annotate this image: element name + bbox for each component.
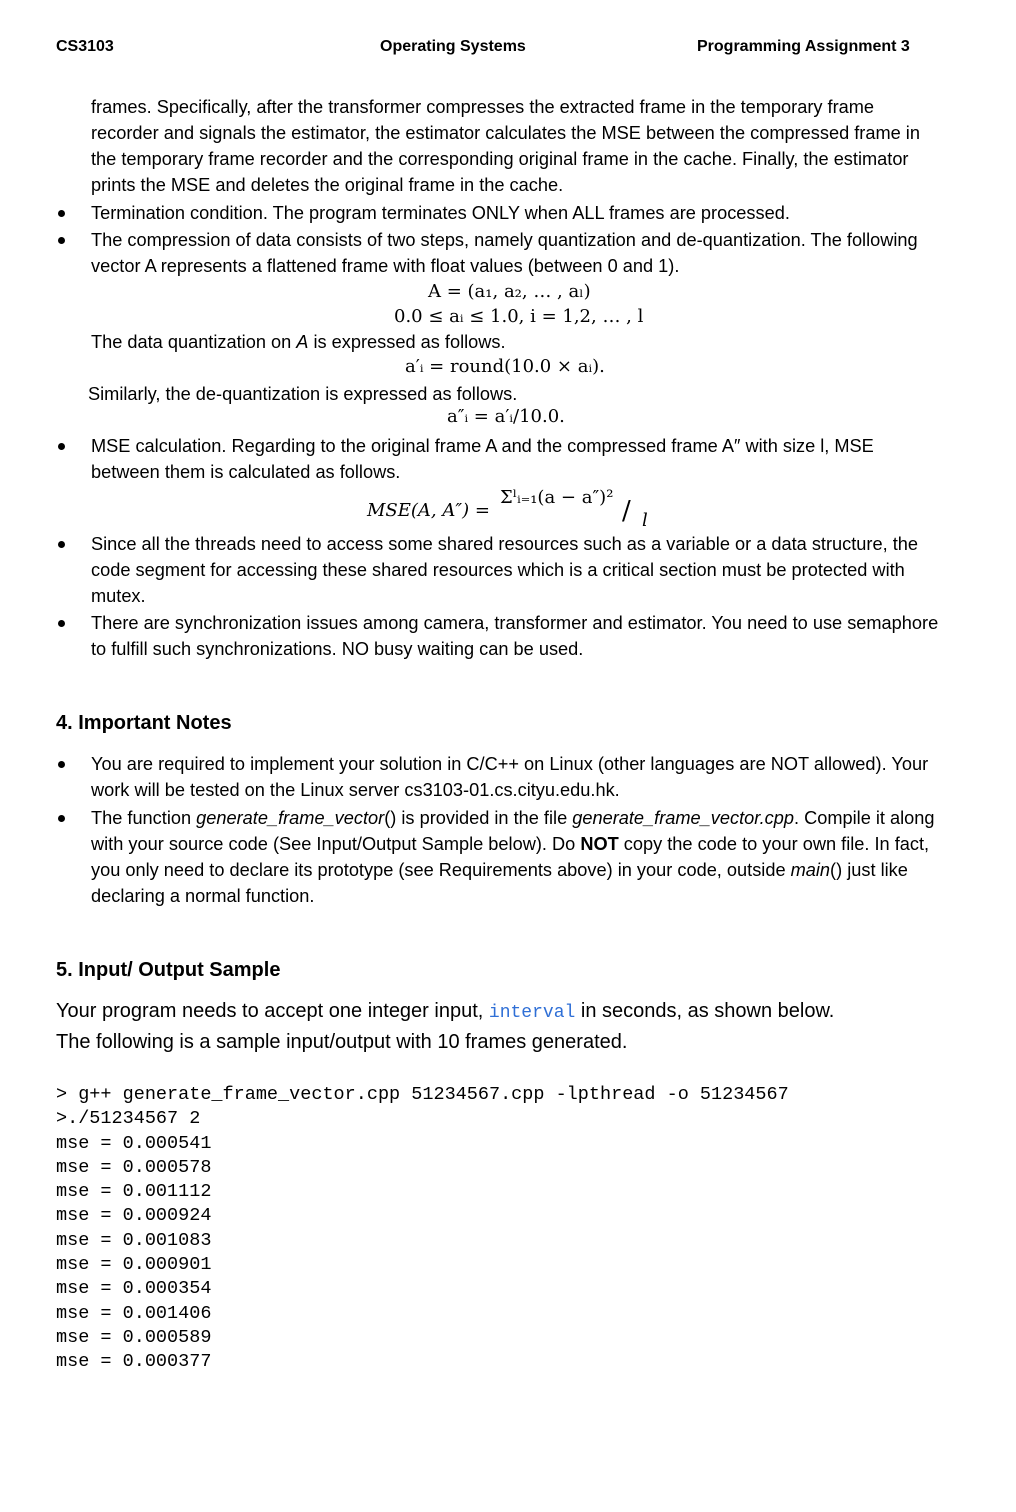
terminal-output-line: mse = 0.000924: [56, 1205, 212, 1227]
terminal-sample: [56, 1083, 789, 1375]
terminal-output-line: mse = 0.000354: [56, 1278, 212, 1300]
terminal-output-line: mse = 0.000578: [56, 1156, 212, 1178]
course-title: Operating Systems: [380, 38, 526, 55]
terminal-output-line: mse = 0.000377: [56, 1351, 212, 1373]
io-description: Your program needs to accept one integer input, interval in seconds, as shown below. The following is a sample input/output with 10 frames generated.: [56, 1000, 835, 1053]
formula-mse-numerator: Σˡᵢ₌₁(a − a″)²: [500, 487, 614, 508]
formula-mse-slash: /: [622, 496, 631, 526]
bullet-termination: Termination condition. The program terminates ONLY when ALL frames are processed.: [91, 203, 790, 223]
formula-mse-denominator: l: [642, 510, 648, 531]
interval-code: interval: [488, 1003, 576, 1023]
terminal-command-run: >./51234567 2: [56, 1108, 201, 1130]
terminal-output-line: mse = 0.001112: [56, 1181, 212, 1203]
section-5-heading: 5. Input/ Output Sample: [56, 959, 281, 981]
bullet-mutex: Since all the threads need to access some shared resources such as a variable or a data structure, the code segment for accessing these shared resources which is a critical section must be protected with mutex.: [91, 534, 918, 606]
bullet-semaphore: There are synchronization issues among camera, transformer and estimator. You need to use semaphore to fulfill such synchronizations. NO busy waiting can be used.: [91, 613, 939, 659]
note-implementation: You are required to implement your solution in C/C++ on Linux (other languages are NOT allowed). Your work will be tested on the Linux server cs3103-01.cs.cityu.edu.hk.: [91, 754, 929, 800]
terminal-output-line: mse = 0.000589: [56, 1326, 212, 1348]
note-generate-function: The function generate_frame_vector() is provided in the file generate_frame_vector.cpp. Compile it along with your source code (See Input/Output Sample below). Do NOT copy the code to your own file. In fact, you only need to declare its prototype (see Requirements above) in your code, outside main() just like declaring a normal function.: [91, 808, 935, 906]
section-4-heading: 4. Important Notes: [56, 712, 232, 734]
bullet-compression: The compression of data consists of two steps, namely quantization and de-quantization. The following vector A represents a flattened frame with float values (between 0 and 1).: [91, 230, 918, 276]
continuation-paragraph: frames. Specifically, after the transformer compresses the extracted frame in the temporary frame recorder and signals the estimator, the estimator calculates the MSE between the compressed frame in the temporary frame recorder and the corresponding original frame in the cache. Finally, the estimator prints the MSE and deletes the original frame in the cache.: [91, 97, 920, 195]
terminal-command-compile: > g++ generate_frame_vector.cpp 51234567.cpp -lpthread -o 51234567: [56, 1084, 789, 1105]
formula-quantization: a′ᵢ = round(10.0 × aᵢ).: [405, 356, 605, 377]
bullet-mse: MSE calculation. Regarding to the original frame A and the compressed frame A″ with size l, MSE between them is calculated as follows.: [91, 436, 874, 482]
terminal-output-line: mse = 0.000541: [56, 1132, 212, 1154]
course-code: CS3103: [56, 38, 114, 55]
dequantization-intro: Similarly, the de-quantization is expressed as follows.: [88, 384, 518, 404]
formula-dequantization: a″ᵢ = a′ᵢ/10.0.: [447, 406, 565, 427]
quantization-intro: The data quantization on A is expressed as follows.: [91, 332, 506, 352]
formula-vector: A = (a₁, a₂, … , aₗ): [428, 281, 591, 302]
formula-range: 0.0 ≤ aᵢ ≤ 1.0, i = 1,2, … , l: [394, 306, 644, 327]
terminal-output-line: mse = 0.001083: [56, 1229, 212, 1251]
formula-mse-lhs: MSE(A, A″) =: [367, 500, 490, 521]
assignment-title: Programming Assignment 3: [697, 38, 910, 55]
terminal-output-line: mse = 0.000901: [56, 1254, 212, 1276]
terminal-output-line: mse = 0.001406: [56, 1302, 212, 1324]
